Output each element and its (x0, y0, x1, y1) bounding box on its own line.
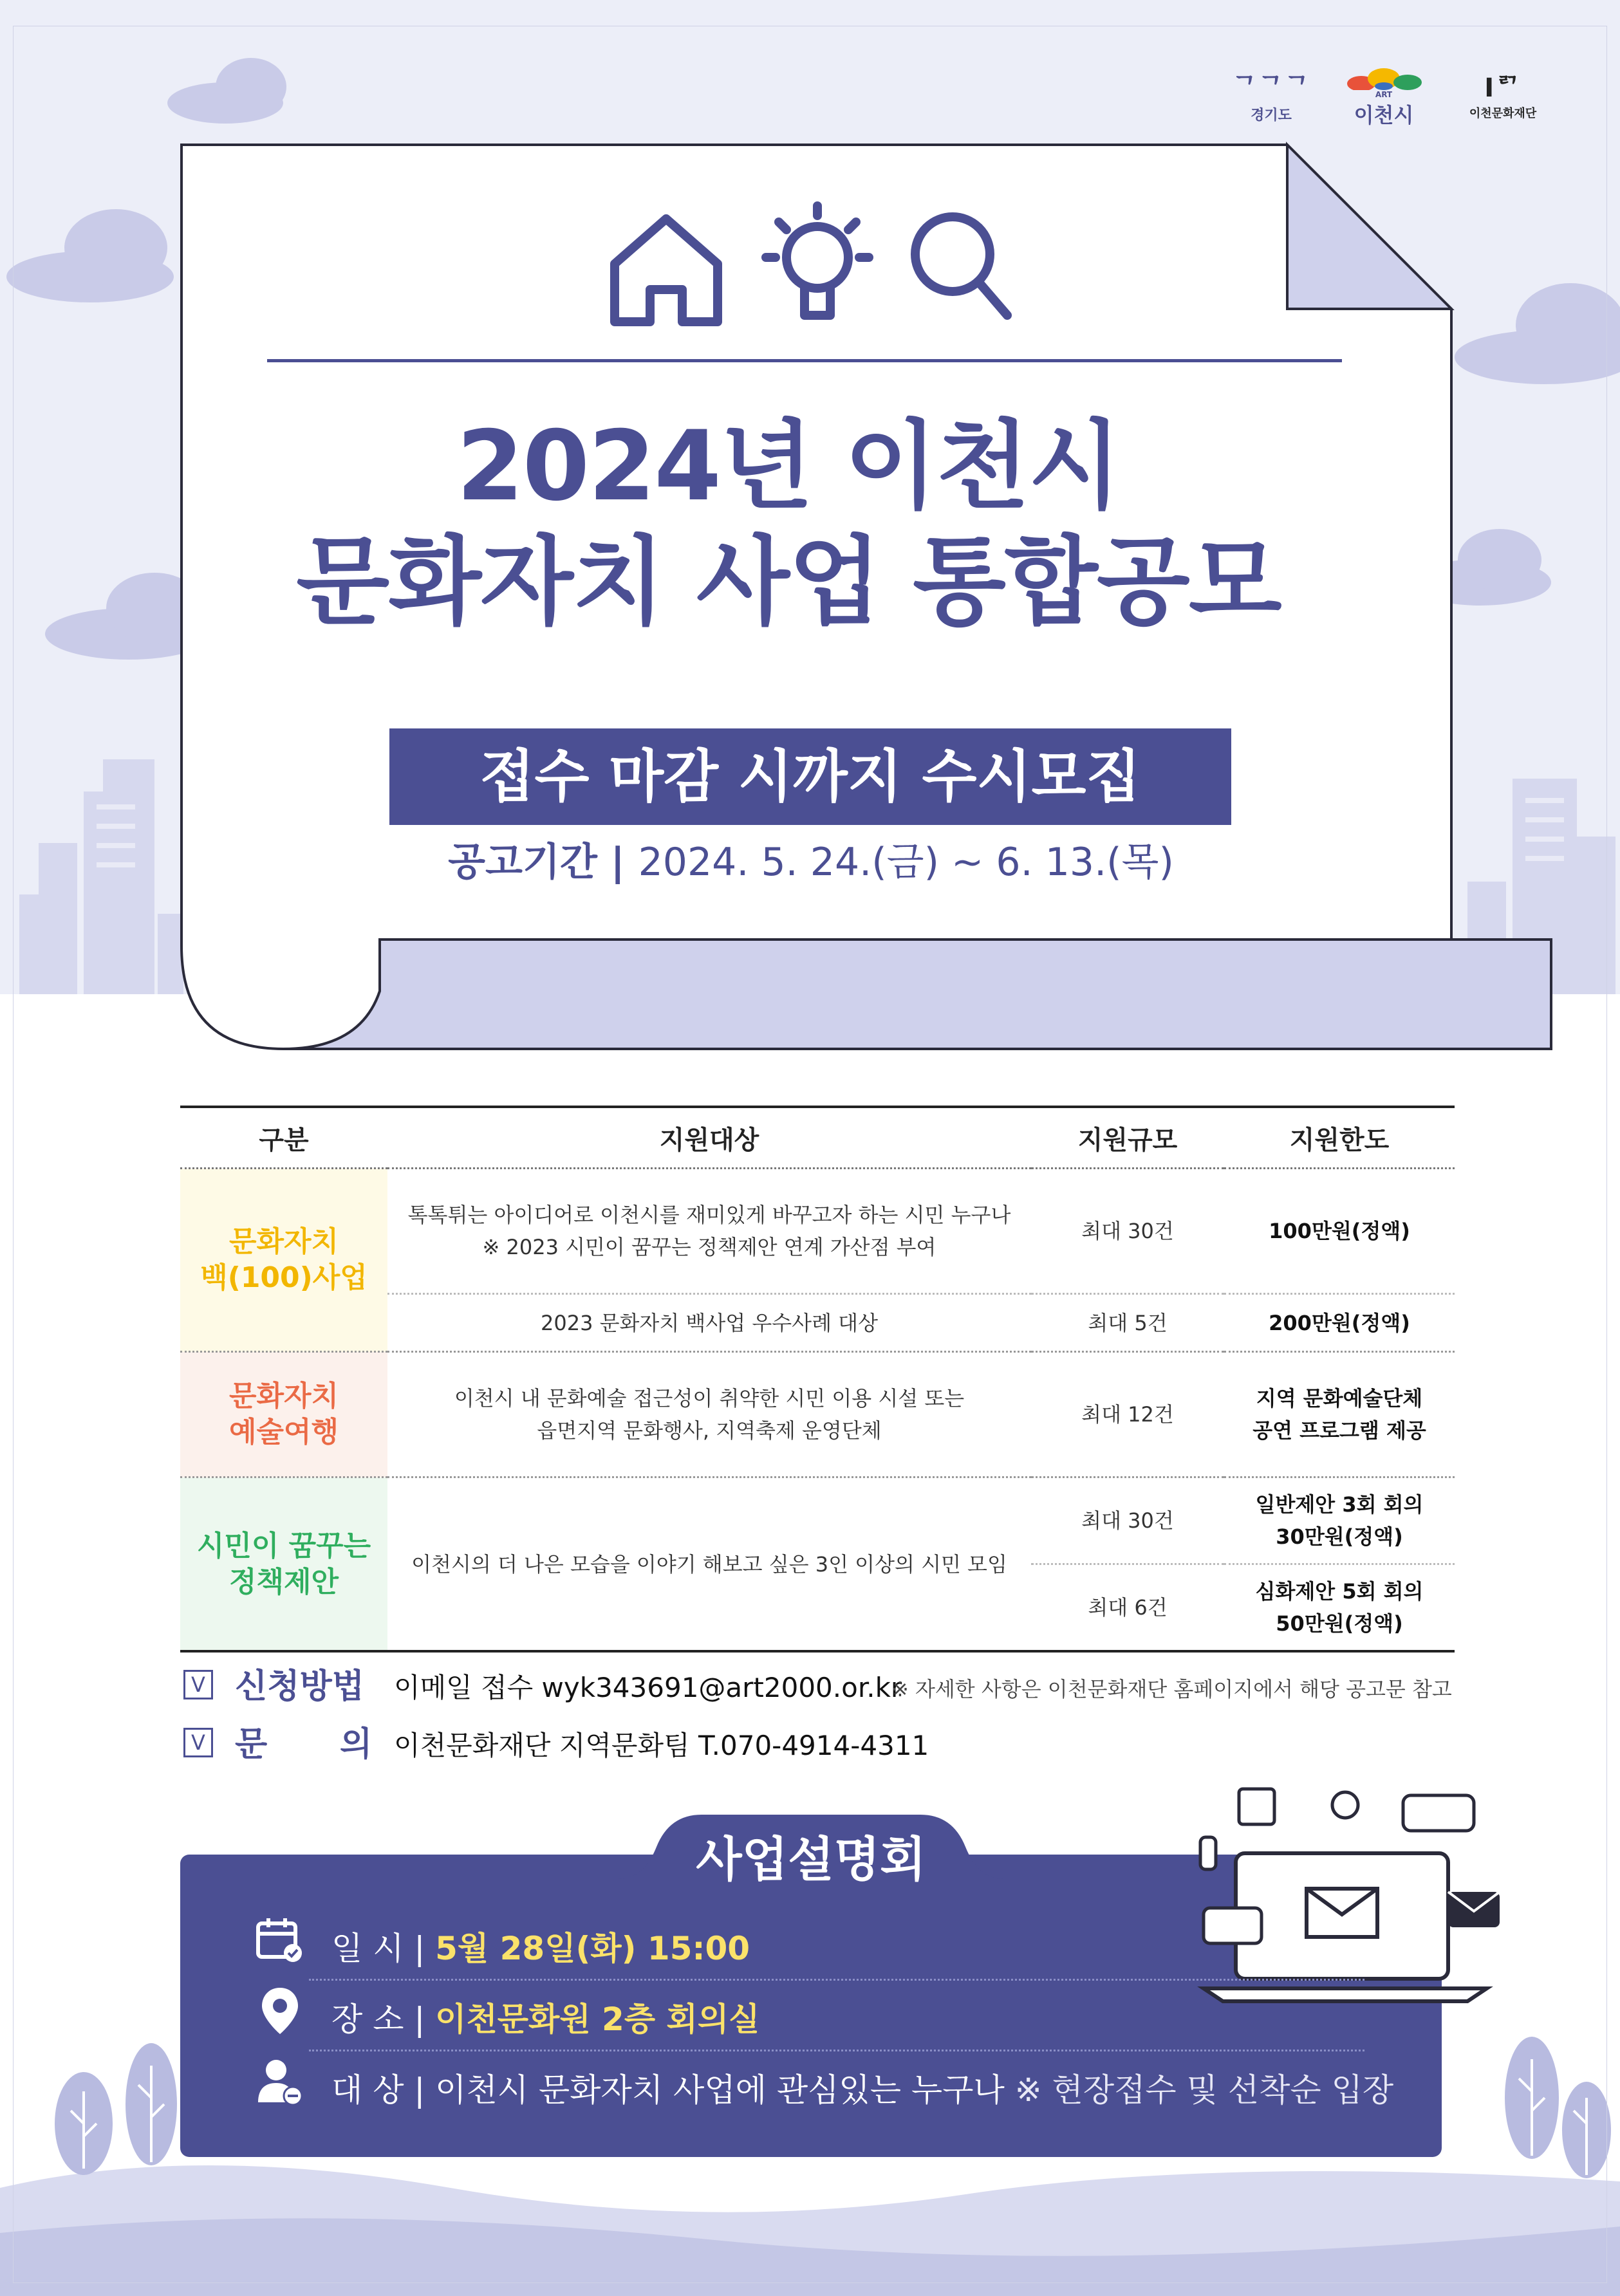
category-culture-100 (180, 1169, 387, 1352)
briefing-sep: | (404, 2001, 436, 2038)
apply-value: 이메일 접수 wyk343691@art2000.or.kr (394, 1672, 902, 1703)
period-label: 공고기간 (448, 840, 597, 885)
location-pin-icon (254, 1985, 306, 2037)
briefing-value: 이천문화원 2층 회의실 (435, 2001, 760, 2038)
apply-note: ※ 자세한 사항은 이천문화재단 홈페이지에서 해당 공고문 참고 (891, 1677, 1452, 1701)
category-line: 시민이 꿈꾸는 (196, 1529, 371, 1562)
limit-line: 심화제안 5회 회의 (1255, 1579, 1424, 1604)
table-cell-target: 2023 문화자치 백사업 우수사례 대상 (387, 1294, 1031, 1352)
limit-line: 30만원(정액) (1276, 1524, 1403, 1549)
table-cell-scale: 최대 30건 (1031, 1169, 1224, 1294)
page-title (212, 409, 1364, 640)
category-line: 문화자치 (228, 1380, 339, 1412)
apply-label: 신청방법 (235, 1667, 364, 1706)
calendar-icon (254, 1914, 306, 1966)
logo-icheon-label: 이천시 (1354, 103, 1414, 127)
announcement-period (386, 837, 1236, 888)
gyeonggi-logo-mark: ᄀᄀᄀ (1232, 73, 1310, 103)
table-cell-target (387, 1352, 1031, 1477)
logo-gyeonggi-label: 경기도 (1251, 107, 1292, 124)
briefing-label: 장 소 (331, 2001, 404, 2038)
laptop-mail-icon (1184, 1776, 1519, 2008)
briefing-title: 사업설명회 (696, 1832, 926, 1887)
target-line: 톡톡튀는 아이디어로 이천시를 재미있게 바꾸고자 하는 시민 누구나 (407, 1203, 1011, 1227)
recruit-text: 접수 마감 시까지 수시모집 (479, 743, 1141, 810)
briefing-sep: | (404, 1930, 436, 1967)
col-header-limit: 지원한도 (1224, 1107, 1455, 1169)
briefing-value: 5월 28일(화) 15:00 (435, 1930, 750, 1967)
logo-icheon (1336, 64, 1432, 129)
contact-label-1: 문 (235, 1725, 268, 1764)
title-line-1: 2024년 이천시 (456, 411, 1121, 523)
divider (309, 1979, 1364, 1981)
period-value: 2024. 5. 24.(금) ~ 6. 13.(목) (638, 840, 1174, 885)
divider (309, 2050, 1364, 2051)
briefing-row-audience (331, 2064, 1393, 2111)
logo-gyeonggi (1226, 68, 1316, 124)
period-separator: | (597, 840, 638, 885)
table-cell-target (387, 1169, 1031, 1294)
target-line: 이천시 내 문화예술 접근성이 취약한 시민 이용 시설 또는 (454, 1386, 965, 1411)
briefing-sep: | (404, 2071, 436, 2109)
limit-line: 지역 문화예술단체 (1256, 1386, 1423, 1411)
icheon-logo-sub: ART (1375, 90, 1393, 99)
icheon-logo-mark (1336, 64, 1432, 90)
category-line: 문화자치 (228, 1225, 339, 1258)
support-table (180, 1106, 1455, 1640)
foundation-logo-mark: Iᄅᄀ (1484, 73, 1522, 103)
category-art-travel (180, 1352, 387, 1477)
table-cell-scale: 최대 30건 (1031, 1477, 1224, 1564)
table-cell-limit (1224, 1477, 1455, 1564)
logo-icheon-culture-foundation (1455, 68, 1551, 121)
col-header-scale: 지원규모 (1031, 1107, 1224, 1169)
category-line: 정책제안 (228, 1565, 339, 1598)
table-cell-limit: 100만원(정액) (1224, 1169, 1455, 1294)
col-header-target: 지원대상 (387, 1107, 1031, 1169)
category-line: 예술여행 (228, 1416, 339, 1449)
table-cell-limit: 200만원(정액) (1224, 1294, 1455, 1352)
table-cell-scale: 최대 6건 (1031, 1564, 1224, 1652)
limit-line: 일반제안 3회 회의 (1255, 1492, 1424, 1517)
limit-line: 50만원(정액) (1276, 1611, 1403, 1636)
contact-value: 이천문화재단 지역문화팀 T.070-4914-4311 (394, 1730, 929, 1761)
table-cell-limit (1224, 1352, 1455, 1477)
checkbox-icon: V (183, 1728, 213, 1757)
category-line: 백(100)사업 (200, 1261, 368, 1294)
briefing-row-datetime (331, 1923, 750, 1969)
briefing-label: 일 시 (331, 1930, 404, 1967)
table-cell-scale: 최대 12건 (1031, 1352, 1224, 1477)
target-line: ※ 2023 시민이 꿈꾸는 정책제안 연계 가산점 부여 (482, 1235, 936, 1259)
checkbox-icon: V (183, 1670, 213, 1699)
briefing-label: 대 상 (331, 2071, 404, 2109)
person-icon (254, 2056, 306, 2107)
logo-foundation-label: 이천문화재단 (1469, 107, 1537, 120)
category-citizen-policy (180, 1477, 387, 1652)
limit-line: 공연 프로그램 제공 (1252, 1418, 1426, 1443)
briefing-value: 이천시 문화자치 사업에 관심있는 누구나 (435, 2071, 1005, 2109)
table-cell-limit (1224, 1564, 1455, 1652)
briefing-note: ※ 현장접수 및 선착순 입장 (1014, 2071, 1394, 2109)
table-cell-scale: 최대 5건 (1031, 1294, 1224, 1352)
col-header-category: 구분 (180, 1107, 387, 1169)
table-cell-target: 이천시의 더 나은 모습을 이야기 해보고 싶은 3인 이상의 시민 모임 (387, 1477, 1031, 1652)
title-line-2: 문화자치 사업 통합공모 (296, 526, 1281, 638)
target-line: 읍면지역 문화행사, 지역축제 운영단체 (537, 1418, 882, 1443)
contact-label-2: 의 (340, 1725, 373, 1764)
briefing-row-location (331, 1994, 759, 2040)
